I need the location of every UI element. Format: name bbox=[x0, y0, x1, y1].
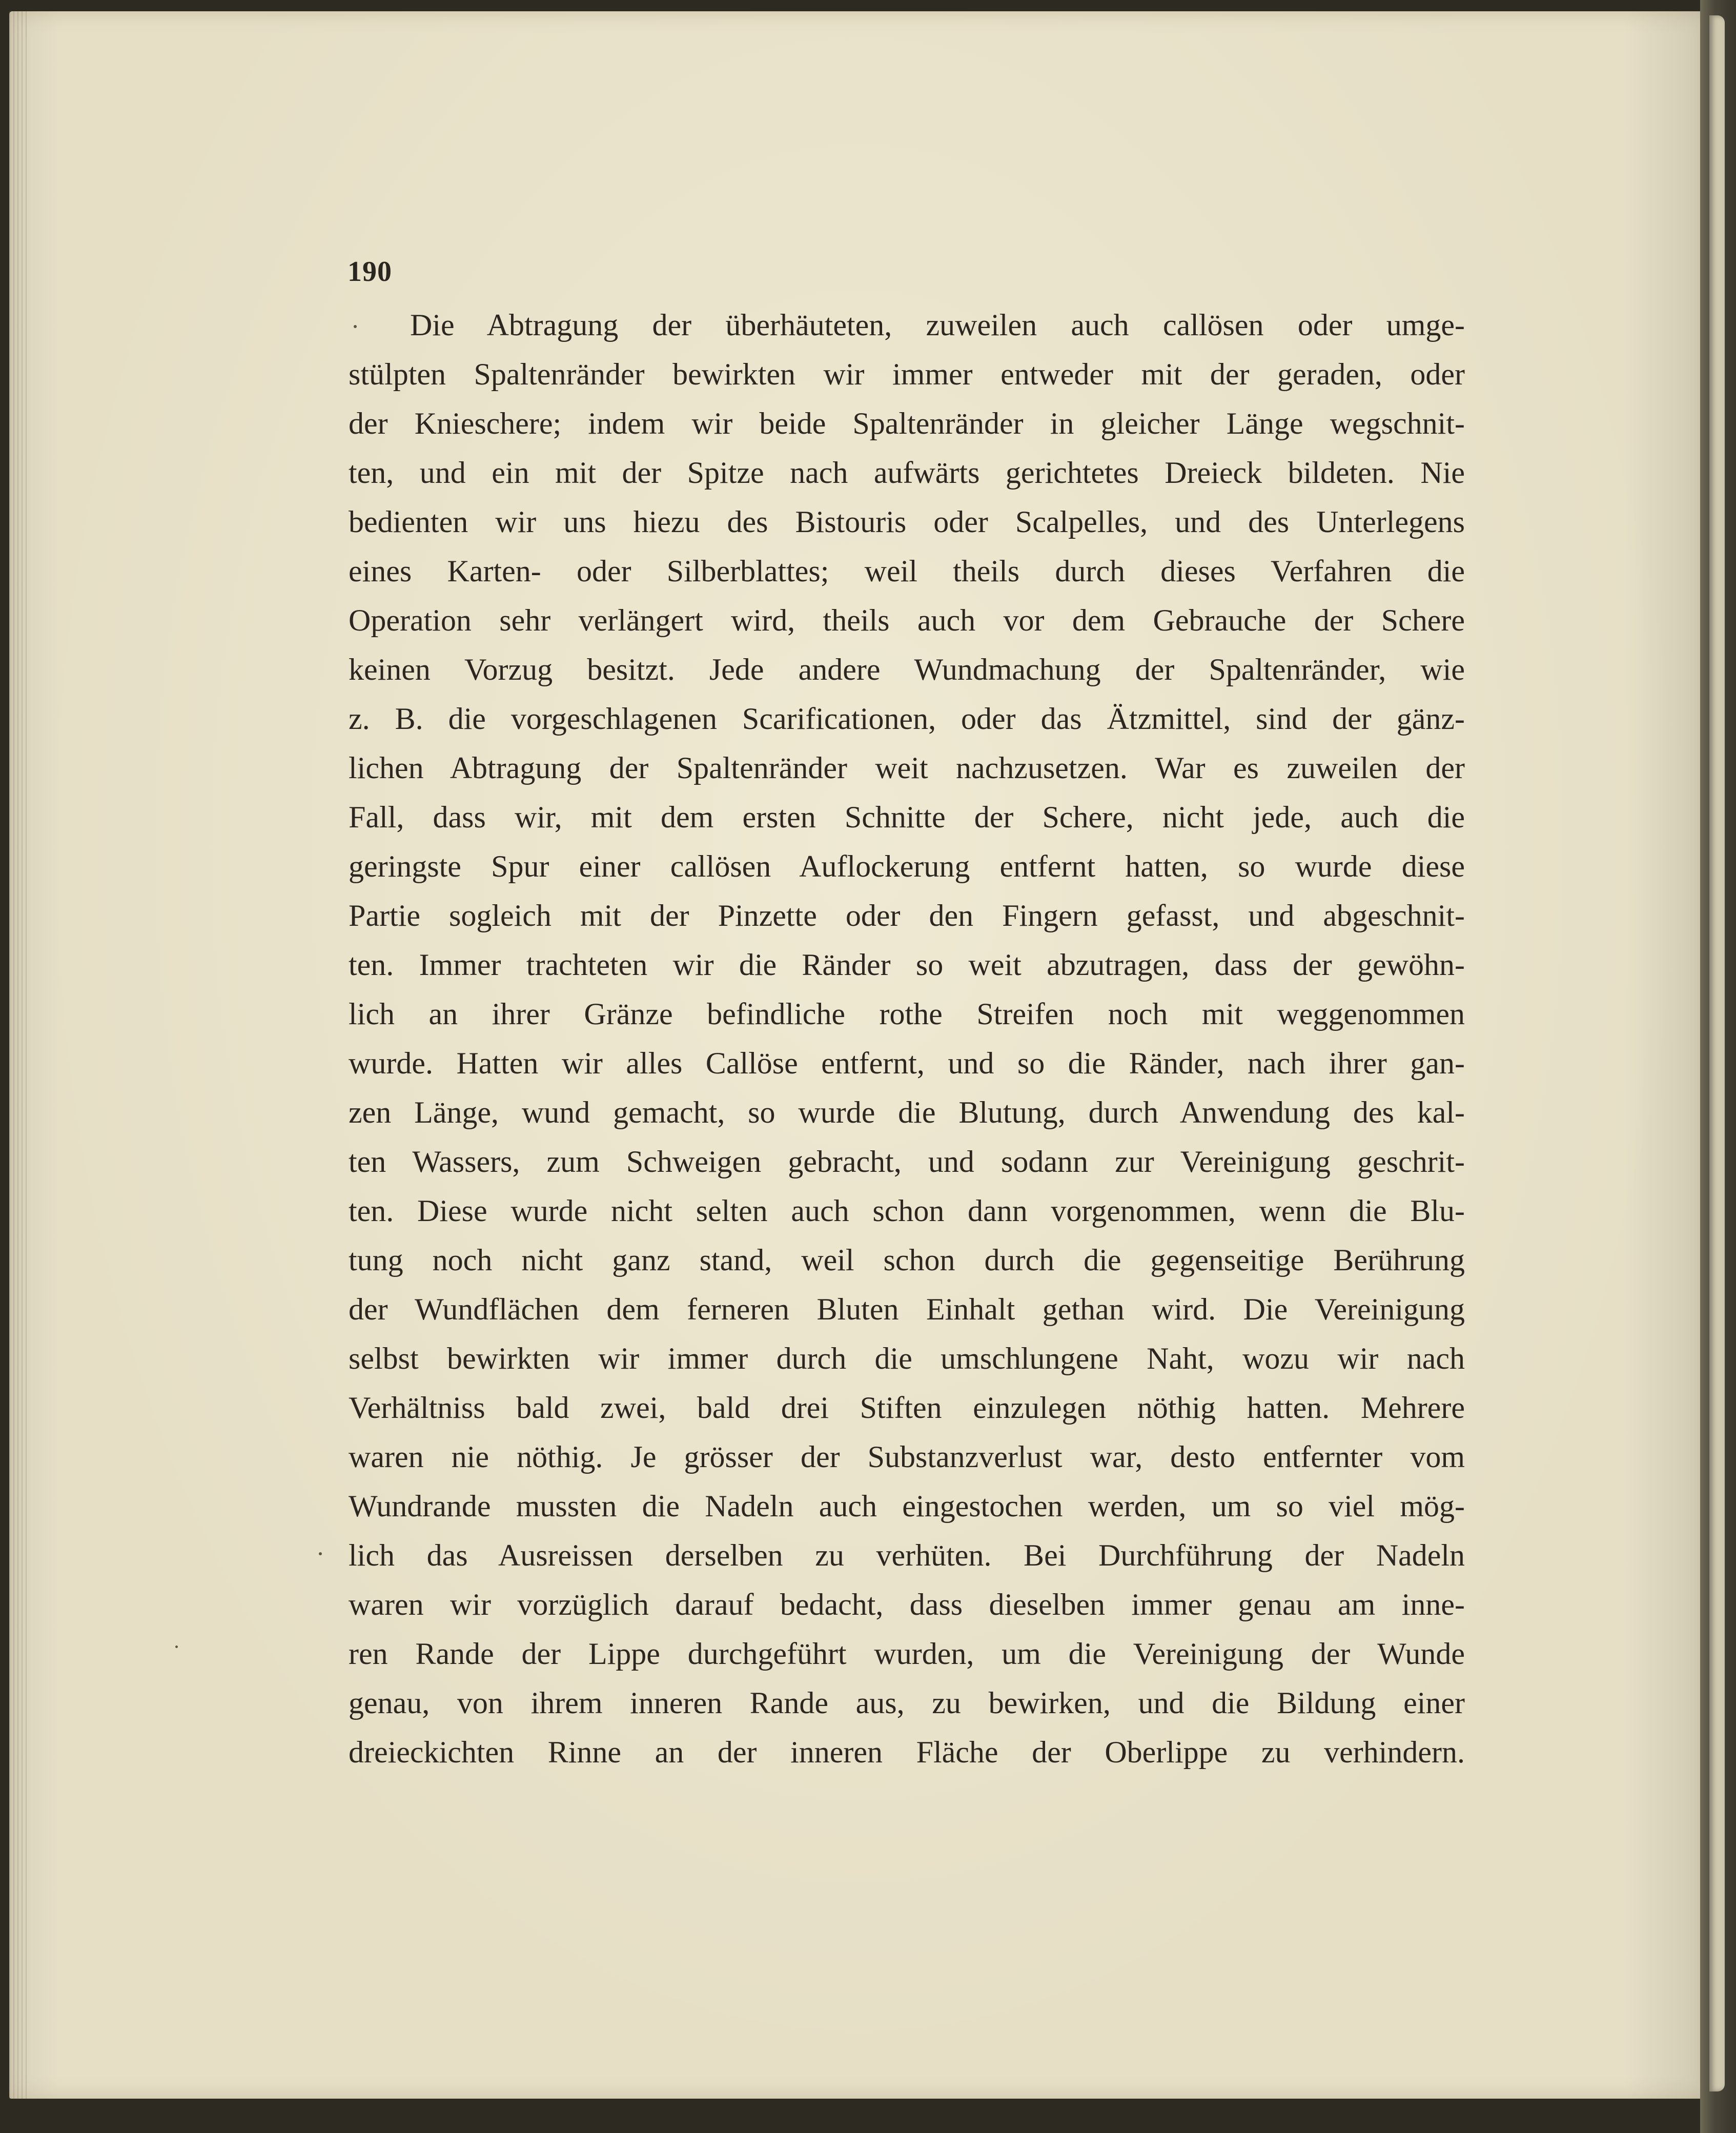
text-line: bedienten wir uns hiezu des Bistouris oder Scalpelles, und des Unterlegens bbox=[349, 505, 1465, 539]
next-page-edge bbox=[1709, 15, 1725, 2091]
text-line: der Wundflächen dem ferneren Bluten Einhalt gethan wird. Die Vereinigung bbox=[349, 1292, 1465, 1326]
text-line: waren wir vorzüglich darauf bedacht, dass dieselben immer genau am inne- bbox=[349, 1588, 1465, 1621]
text-line: ren Rande der Lippe durchgeführt wurden, um die Vereinigung der Wunde bbox=[349, 1637, 1465, 1671]
text-line: lichen Abtragung der Spaltenränder weit nachzusetzen. War es zuweilen der bbox=[349, 751, 1465, 785]
text-line: tung noch nicht ganz stand, weil schon durch die gegenseitige Berührung bbox=[349, 1243, 1465, 1277]
text-line: zen Länge, wund gemacht, so wurde die Blutung, durch Anwendung des kal- bbox=[349, 1095, 1465, 1129]
page-edge-stack bbox=[9, 11, 30, 2099]
text-line: wurde. Hatten wir alles Callöse entfernt, und so die Ränder, nach ihrer gan- bbox=[349, 1046, 1465, 1080]
text-line: der Knieschere; indem wir beide Spaltenränder in gleicher Länge wegschnit- bbox=[349, 407, 1465, 440]
ink-speck bbox=[175, 1646, 178, 1648]
text-line: dreieckichten Rinne an der inneren Fläche der Oberlippe zu verhindern. bbox=[349, 1735, 1465, 1769]
text-line: eines Karten- oder Silberblattes; weil theils durch dieses Verfahren die bbox=[349, 554, 1465, 588]
text-line: stülpten Spaltenränder bewirkten wir immer entweder mit der geraden, oder bbox=[349, 357, 1465, 391]
text-line: ten. Immer trachteten wir die Ränder so weit abzutragen, dass der gewöhn- bbox=[349, 948, 1465, 982]
text-line: Partie sogleich mit der Pinzette oder den Fingern gefasst, und abgeschnit- bbox=[349, 899, 1465, 932]
text-line: Verhältniss bald zwei, bald drei Stiften einzulegen nöthig hatten. Mehrere bbox=[349, 1391, 1465, 1425]
ink-speck bbox=[319, 1552, 322, 1555]
text-line: waren nie nöthig. Je grösser der Substanzverlust war, desto entfernter vom bbox=[349, 1440, 1465, 1474]
text-line: Wundrande mussten die Nadeln auch eingestochen werden, um so viel mög- bbox=[349, 1489, 1465, 1523]
text-line: genau, von ihrem inneren Rande aus, zu bewirken, und die Bildung einer bbox=[349, 1686, 1465, 1720]
page-number: 190 bbox=[348, 256, 392, 288]
text-line: z. B. die vorgeschlagenen Scarificationen, oder das Ätzmittel, sind der gänz- bbox=[349, 702, 1465, 736]
text-line: ten Wassers, zum Schweigen gebracht, und sodann zur Vereinigung geschrit- bbox=[349, 1145, 1465, 1179]
text-line: ten. Diese wurde nicht selten auch schon dann vorgenommen, wenn die Blu- bbox=[349, 1194, 1465, 1228]
text-line: Operation sehr verlängert wird, theils auch vor dem Gebrauche der Schere bbox=[349, 603, 1465, 637]
text-line: Die Abtragung der überhäuteten, zuweilen auch callösen oder umge- bbox=[410, 308, 1465, 342]
text-line: selbst bewirkten wir immer durch die umschlungene Naht, wozu wir nach bbox=[349, 1342, 1465, 1375]
body-paragraph bbox=[349, 300, 1465, 1777]
text-line: ten, und ein mit der Spitze nach aufwärts gerichtetes Dreieck bildeten. Nie bbox=[349, 456, 1465, 490]
text-line: keinen Vorzug besitzt. Jede andere Wundmachung der Spaltenränder, wie bbox=[349, 653, 1465, 686]
text-line: lich an ihrer Gränze befindliche rothe Streifen noch mit weggenommen bbox=[349, 997, 1465, 1031]
text-line: Fall, dass wir, mit dem ersten Schnitte der Schere, nicht jede, auch die bbox=[349, 800, 1465, 834]
text-line: geringste Spur einer callösen Auflockerung entfernt hatten, so wurde diese bbox=[349, 849, 1465, 883]
text-line: lich das Ausreissen derselben zu verhüten. Bei Durchführung der Nadeln bbox=[349, 1538, 1465, 1572]
